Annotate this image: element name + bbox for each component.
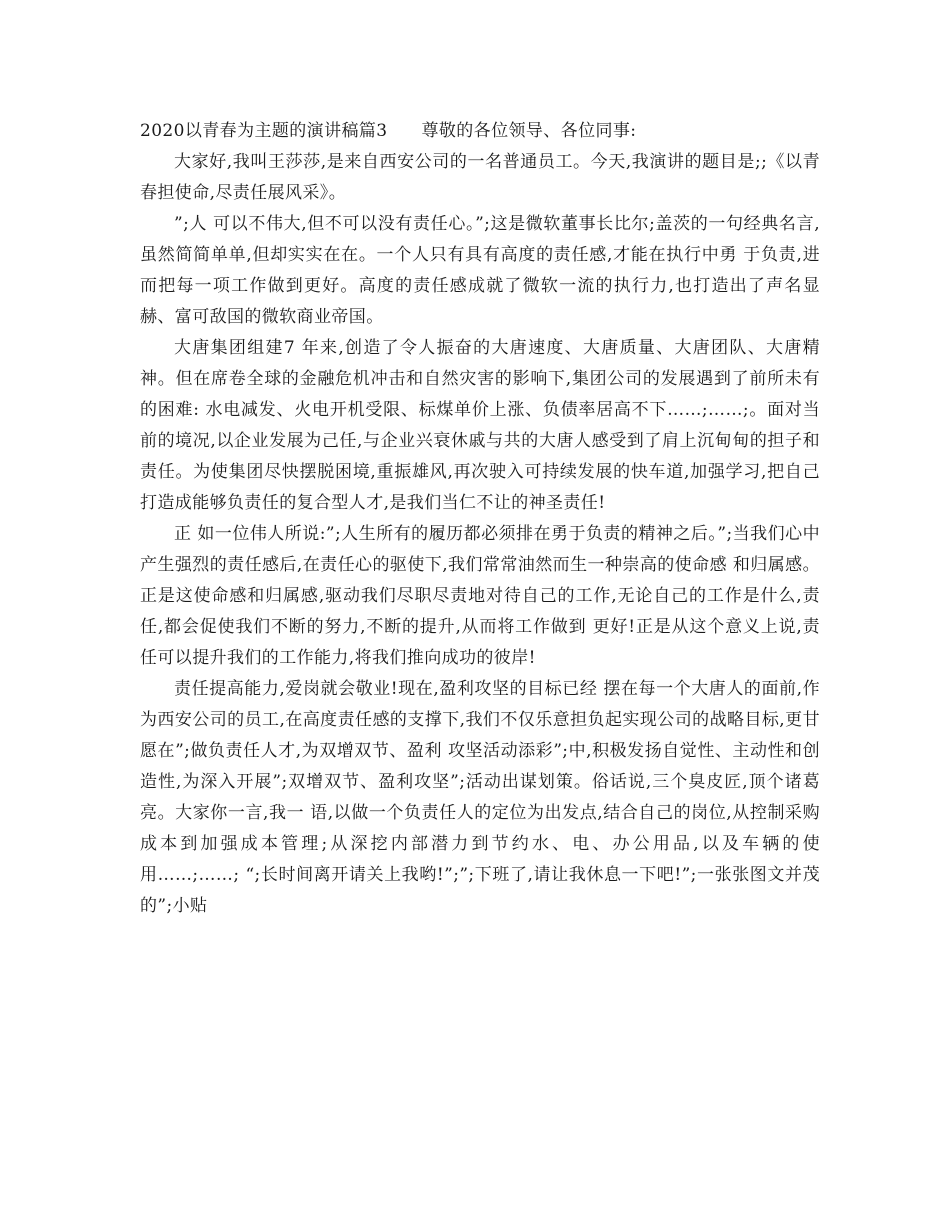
speech-title: 2020以青春为主题的演讲稿篇3: [140, 121, 388, 141]
paragraph-5: 责任提高能力,爱岗就会敬业!现在,盈利攻坚的目标已经 摆在每一个大唐人的面前,作为西安公司的员工,在高度责任感的支撑下,我们不仅乐意担负起实现公司的战略目标,更甘愿在”;做负责任人才,为双增双节、盈利 攻坚活动添彩”;中,积极发扬自觉性、主动性和创造性,为深入开展”;双增双节、盈利攻坚”;活动出谋划策。俗话说,三个臭皮匠,顶个诸葛亮。大家你一言,我一 语,以做一个负责任人的定位为出发点,结合自己的岗位,从控制采购成本到加强成本管理;从深挖内部潜力到节约水、电、办公用品,以及车辆的使用……;……; “;长时间离开请关上我哟!”;”;下班了,请让我休息一下吧!”;一张张图文并茂的”;小贴: [140, 679, 820, 916]
paragraph-4: 正 如一位伟人所说:”;人生所有的履历都必须排在勇于负责的精神之后。”;当我们心中产生强烈的责任感后,在责任心的驱使下,我们常常油然而生一种崇高的使命感 和归属感。正是这使命感和归属感,驱动我们尽职尽责地对待自己的工作,无论自己的工作是什么,责任,都会促使我们不断的努力,不断的提升,从而将工作做到 更好!正是从这个意义上说,责任可以提升我们的工作能力,将我们推向成功的彼岸!: [140, 524, 820, 668]
greeting: 尊敬的各位领导、各位同事:: [421, 121, 637, 141]
paragraph-1: 大家好,我叫王莎莎,是来自西安公司的一名普通员工。今天,我演讲的题目是;;《以青春担使命,尽责任展风采》。: [140, 152, 820, 203]
speech-text: [140, 116, 820, 922]
paragraph-2: ”;人 可以不伟大,但不可以没有责任心。”;这是微软董事长比尔;盖茨的一句经典名言,虽然简简单单,但却实实在在。一个人只有具有高度的责任感,才能在执行中勇 于负责,进而把每一项工作做到更好。高度的责任感成就了微软一流的执行力,也打造出了声名显赫、富可敌国的微软商业帝国。: [140, 214, 820, 327]
heading-line: [140, 116, 820, 147]
paragraph-3: 大唐集团组建7 年来,创造了令人振奋的大唐速度、大唐质量、大唐团队、大唐精神。但在席卷全球的金融危机冲击和自然灾害的影响下,集团公司的发展遇到了前所未有的困难: 水电减发、火电开机受限、标煤单价上涨、负债率居高不下……;……;。面对当前的境况,以企业发展为己任,与企业兴衰休戚与共的大唐人感受到了肩上沉甸甸的担子和 责任。为使集团尽快摆脱困境,重振雄风,再次驶入可持续发展的快车道,加强学习,把自己打造成能够负责任的复合型人才,是我们当仁不让的神圣责任!: [140, 338, 820, 513]
